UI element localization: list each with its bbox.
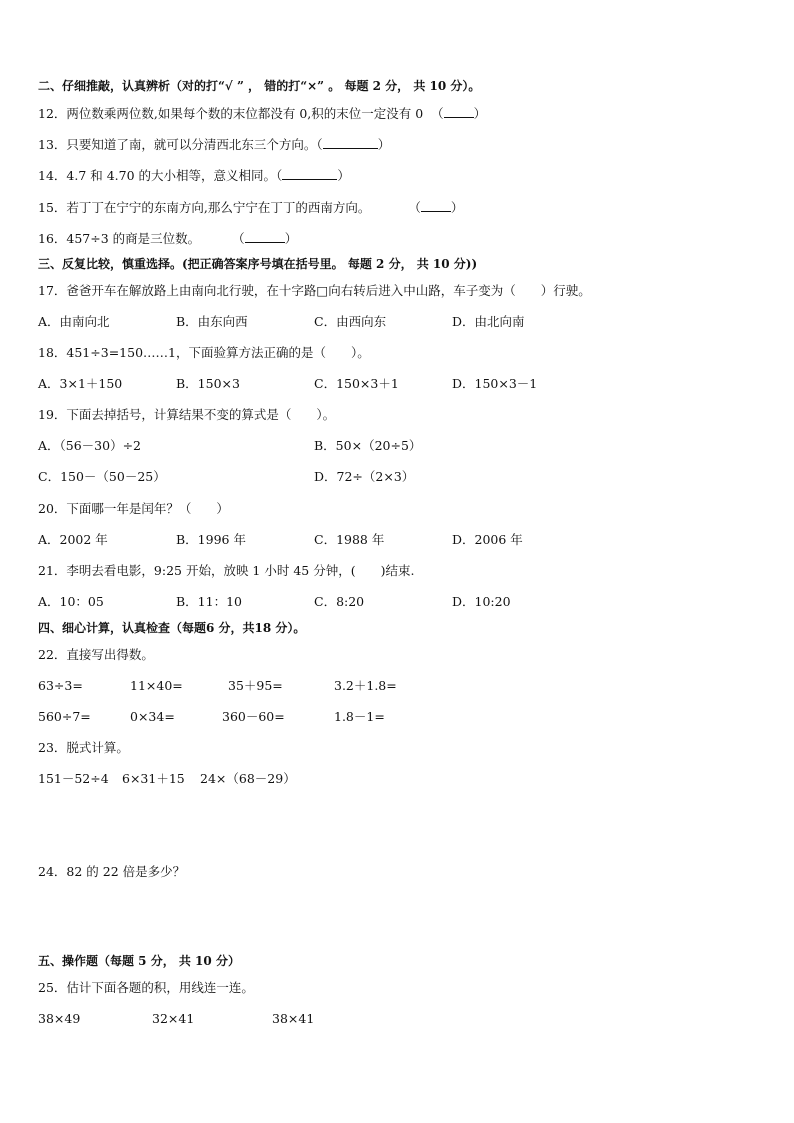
- option-17-c[interactable]: C．由西向东: [314, 314, 387, 329]
- calc-item: 11×40=: [130, 678, 183, 693]
- calc-item: 360－60=: [222, 709, 285, 724]
- question-19: 19．下面去掉括号，计算结果不变的算式是（ ）。: [38, 407, 336, 422]
- question-15-text: 15．若丁丁在宁宁的东南方向,那么宁宁在丁丁的西南方向。: [38, 200, 371, 215]
- calc-item: 560÷7=: [38, 709, 91, 724]
- option-19-a[interactable]: A．（56－30）÷2: [38, 438, 142, 453]
- calc-item: 24×（68－29）: [200, 771, 296, 786]
- question-13: 13．只要知道了南，就可以分清西北东三个方向。（ ）: [38, 137, 391, 152]
- question-15: 15．若丁丁在宁宁的东南方向,那么宁宁在丁丁的西南方向。 （ ）: [38, 200, 464, 215]
- option-20-c[interactable]: C．1988 年: [314, 532, 385, 547]
- option-20-d[interactable]: D．2006 年: [452, 532, 523, 547]
- calc-item: 3.2＋1.8=: [334, 678, 397, 693]
- option-18-b[interactable]: B．150×3: [176, 376, 240, 391]
- option-20-b[interactable]: B．1996 年: [176, 532, 246, 547]
- question-14: 14．4.7 和 4.70 的大小相等，意义相同。（ ）: [38, 168, 350, 183]
- calc-item: 6×31＋15: [122, 771, 185, 786]
- section-3-heading: 三、反复比较，慎重选择。(把正确答案序号填在括号里。 每题 2 分， 共 10 分)): [38, 257, 478, 271]
- question-12-text: 12．两位数乘两位数,如果每个数的末位都没有 0,积的末位一定没有 0: [38, 106, 424, 121]
- question-12: 12．两位数乘两位数,如果每个数的末位都没有 0,积的末位一定没有 0 （ ）: [38, 106, 487, 121]
- question-25: 25．估计下面各题的积，用线连一连。: [38, 980, 254, 995]
- estimate-item[interactable]: 38×49: [38, 1011, 81, 1026]
- option-19-c[interactable]: C．150－（50－25）: [38, 469, 166, 484]
- option-18-a[interactable]: A．3×1＋150: [38, 376, 123, 391]
- option-17-b[interactable]: B．由东向西: [176, 314, 248, 329]
- option-20-a[interactable]: A．2002 年: [38, 532, 108, 547]
- question-21: 21．李明去看电影，9:25 开始，放映 1 小时 45 分钟，( )结束.: [38, 563, 415, 578]
- calc-item: 151－52÷4: [38, 771, 109, 786]
- calc-item: 0×34=: [130, 709, 175, 724]
- question-13-text: 13．只要知道了南，就可以分清西北东三个方向。: [38, 137, 317, 152]
- answer-blank[interactable]: [323, 137, 378, 149]
- option-21-d[interactable]: D．10:20: [452, 594, 511, 609]
- option-17-d[interactable]: D．由北向南: [452, 314, 525, 329]
- question-20: 20．下面哪一年是闰年？（ ）: [38, 501, 229, 516]
- answer-blank[interactable]: [282, 168, 337, 180]
- option-19-d[interactable]: D．72÷（2×3）: [314, 469, 415, 484]
- question-16-text: 16．457÷3 的商是三位数。: [38, 231, 201, 246]
- estimate-item[interactable]: 32×41: [152, 1011, 195, 1026]
- option-21-c[interactable]: C．8:20: [314, 594, 365, 609]
- section-5-heading: 五、操作题（每题 5 分， 共 10 分）: [38, 954, 240, 968]
- option-17-a[interactable]: A．由南向北: [38, 314, 110, 329]
- question-14-text: 14．4.7 和 4.70 的大小相等，意义相同。: [38, 168, 277, 183]
- question-17: 17．爸爸开车在解放路上由南向北行驶，在十字路□向右转后进入中山路，车子变为（ ）行驶。: [38, 283, 591, 298]
- calc-item: 35＋95=: [228, 678, 283, 693]
- option-18-c[interactable]: C．150×3＋1: [314, 376, 399, 391]
- answer-blank[interactable]: [444, 106, 474, 118]
- section-2-heading: 二、仔细推敲，认真辨析（对的打“√ ” ， 错的打“×” 。 每题 2 分， 共 10 分）。: [38, 79, 481, 93]
- option-18-d[interactable]: D．150×3－1: [452, 376, 538, 391]
- option-21-b[interactable]: B．11：10: [176, 594, 242, 609]
- option-19-b[interactable]: B．50×（20÷5）: [314, 438, 422, 453]
- question-24: 24．82 的 22 倍是多少？: [38, 864, 186, 879]
- question-22: 22．直接写出得数。: [38, 647, 154, 662]
- question-16: 16．457÷3 的商是三位数。 （ ）: [38, 231, 298, 246]
- calc-item: 1.8－1=: [334, 709, 385, 724]
- answer-blank[interactable]: [245, 231, 285, 243]
- section-4-heading: 四、细心计算，认真检查（每题6 分，共18 分）。: [38, 621, 306, 635]
- question-23: 23．脱式计算。: [38, 740, 129, 755]
- answer-blank[interactable]: [421, 200, 451, 212]
- calc-item: 63÷3=: [38, 678, 83, 693]
- estimate-item[interactable]: 38×41: [272, 1011, 315, 1026]
- option-21-a[interactable]: A．10：05: [38, 594, 104, 609]
- question-18: 18．451÷3=150……1，下面验算方法正确的是（ ）。: [38, 345, 370, 360]
